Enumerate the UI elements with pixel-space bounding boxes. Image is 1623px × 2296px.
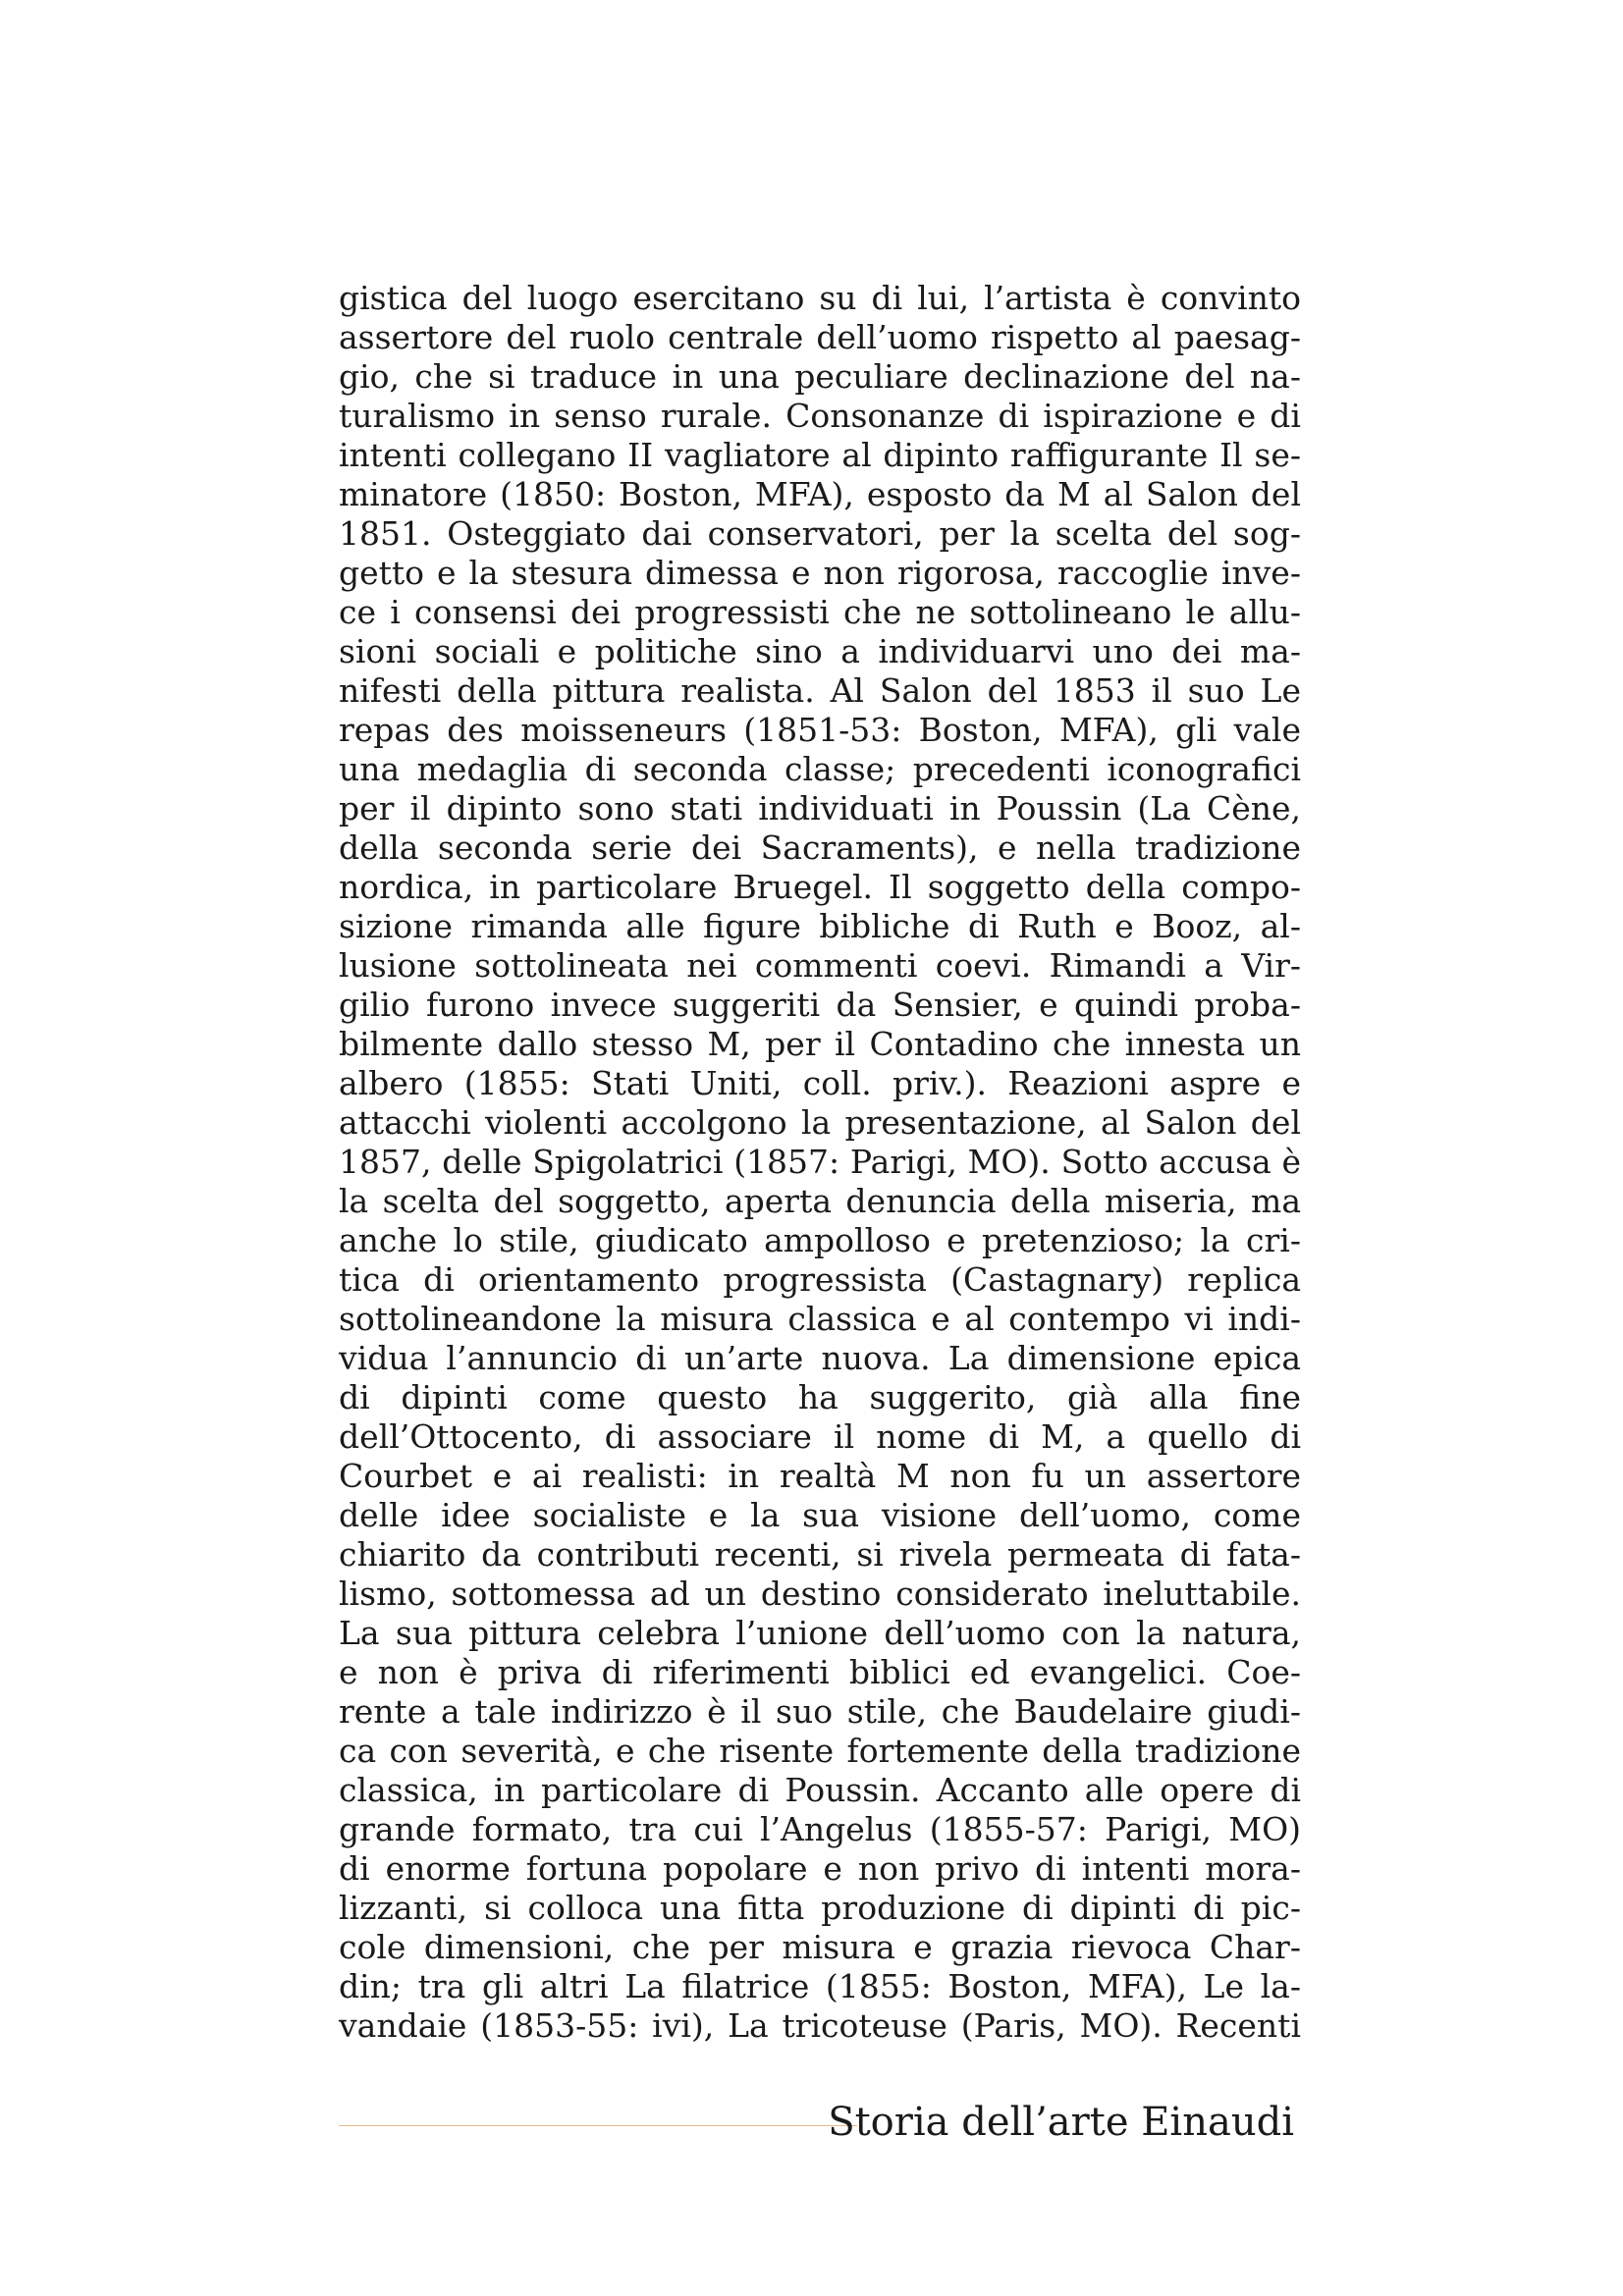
text-line: ce i consensi dei progressisti che ne sottolineano le allu-: [339, 593, 1301, 631]
body-text: [339, 279, 1301, 2046]
text-line: vandaie (1853-55: ivi), La tricoteuse (Paris, MO). Recenti: [339, 2006, 1301, 2045]
text-line: cole dimensioni, che per misura e grazia rievoca Char-: [339, 1928, 1301, 1966]
text-line: e non è priva di riferimenti biblici ed evangelici. Coe-: [339, 1653, 1301, 1691]
text-line: per il dipinto sono stati individuati in Poussin (La Cène,: [339, 789, 1301, 828]
text-line: la scelta del soggetto, aperta denuncia della miseria, ma: [339, 1182, 1301, 1220]
text-line: ca con severità, e che risente fortemente della tradizione: [339, 1732, 1301, 1770]
text-line: nifesti della pittura realista. Al Salon del 1853 il suo Le: [339, 671, 1301, 710]
text-line: gistica del luogo esercitano su di lui, l’artista è convinto: [339, 279, 1301, 317]
text-line: minatore (1850: Boston, MFA), esposto da M al Salon del: [339, 475, 1301, 513]
text-line: lizzanti, si colloca una fitta produzione di dipinti di pic-: [339, 1889, 1301, 1927]
text-line: gio, che si traduce in una peculiare declinazione del na-: [339, 357, 1301, 396]
text-line: grande formato, tra cui l’Angelus (1855-57: Parigi, MO): [339, 1810, 1301, 1848]
text-line: getto e la stesura dimessa e non rigorosa, raccoglie inve-: [339, 554, 1301, 592]
text-line: vidua l’annuncio di un’arte nuova. La dimensione epica: [339, 1339, 1301, 1377]
text-line: intenti collegano II vagliatore al dipinto raffigurante Il se-: [339, 436, 1301, 474]
footer-title: Storia dell’arte Einaudi: [828, 2100, 1294, 2145]
text-line: lismo, sottomessa ad un destino considerato ineluttabile.: [339, 1575, 1301, 1613]
text-line: di enorme fortuna popolare e non privo di intenti mora-: [339, 1849, 1301, 1888]
text-line: bilmente dallo stesso M, per il Contadino che innesta un: [339, 1025, 1301, 1063]
text-line: tica di orientamento progressista (Castagnary) replica: [339, 1260, 1301, 1299]
text-line: rente a tale indirizzo è il suo stile, che Baudelaire giudi-: [339, 1692, 1301, 1731]
text-line: gilio furono invece suggeriti da Sensier, e quindi proba-: [339, 986, 1301, 1024]
text-line: sizione rimanda alle figure bibliche di Ruth e Booz, al-: [339, 907, 1301, 945]
text-line: La sua pittura celebra l’unione dell’uomo con la natura,: [339, 1614, 1301, 1652]
text-line: attacchi violenti accolgono la presentazione, al Salon del: [339, 1103, 1301, 1142]
text-line: assertore del ruolo centrale dell’uomo rispetto al paesag-: [339, 318, 1301, 356]
text-line: sioni sociali e politiche sino a individuarvi uno dei ma-: [339, 632, 1301, 670]
text-line: anche lo stile, giudicato ampolloso e pretenzioso; la cri-: [339, 1221, 1301, 1259]
text-line: dell’Ottocento, di associare il nome di M, a quello di: [339, 1417, 1301, 1456]
footer-rule: [339, 2125, 857, 2126]
text-line: turalismo in senso rurale. Consonanze di ispirazione e di: [339, 397, 1301, 435]
text-line: albero (1855: Stati Uniti, coll. priv.). Reazioni aspre e: [339, 1064, 1301, 1102]
text-line: lusione sottolineata nei commenti coevi. Rimandi a Vir-: [339, 946, 1301, 985]
text-line: Courbet e ai realisti: in realtà M non fu un assertore: [339, 1457, 1301, 1495]
text-line: classica, in particolare di Poussin. Accanto alle opere di: [339, 1771, 1301, 1809]
text-line: din; tra gli altri La filatrice (1855: Boston, MFA), Le la-: [339, 1967, 1301, 2005]
text-line: 1851. Osteggiato dai conservatori, per la scelta del sog-: [339, 514, 1301, 553]
text-line: 1857, delle Spigolatrici (1857: Parigi, MO). Sotto accusa è: [339, 1143, 1301, 1181]
text-line: chiarito da contributi recenti, si rivela permeata di fata-: [339, 1535, 1301, 1574]
text-line: delle idee socialiste e la sua visione dell’uomo, come: [339, 1496, 1301, 1534]
text-line: di dipinti come questo ha suggerito, già alla fine: [339, 1378, 1301, 1416]
text-line: della seconda serie dei Sacraments), e nella tradizione: [339, 828, 1301, 867]
text-line: una medaglia di seconda classe; precedenti iconografici: [339, 750, 1301, 788]
text-line: repas des moisseneurs (1851-53: Boston, MFA), gli vale: [339, 711, 1301, 749]
text-line: nordica, in particolare Bruegel. Il soggetto della compo-: [339, 868, 1301, 906]
text-line: sottolineandone la misura classica e al contempo vi indi-: [339, 1300, 1301, 1338]
